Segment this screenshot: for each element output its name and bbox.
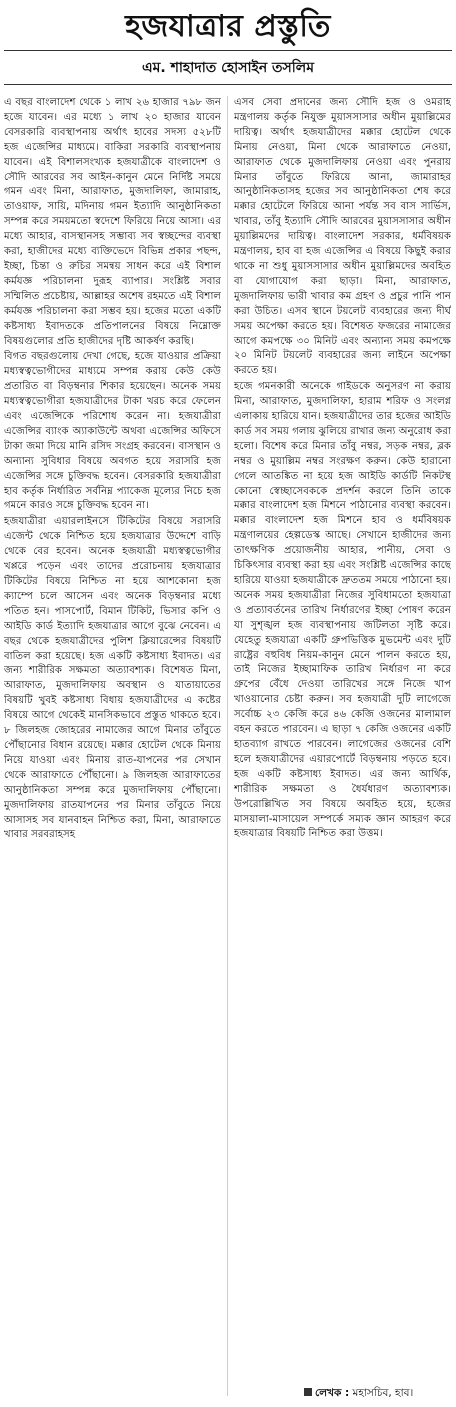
paragraph: হজযাত্রীরা এয়ারলাইনসে টিকিটের বিষয়ে সরাসরি এজেন্ট থেকে নিশ্চিত হয়ে হজযাত্রার উদ্দেশে বাড়ি থেকে বের হবেন। অনেক হজযাত্রী মধ্যস্বত্বভোগীর খপ্পরে পড়েন এবং তাদের প্ররোচনায় হজযাত্রার টিকিটের বিষয়ে নিশ্চিত না হয়ে আশকোনা হজ ক্যাম্পে চলে আসেন এবং অনেক বিড়ম্বনার মধ্যে পতিত হন। পাসপোর্ট, বিমান টিকিট, ভিসার কপি ও আইডি কার্ড ইত্যাদি হজযাত্রার আগে বুঝে নেবেন। এ বছর থেকে হজযাত্রীদের পুলিশ ক্লিয়ারেন্সের বিষয়টি বাতিল করা হয়েছে। হজ একটি কষ্টসাধ্য ইবাদত। এর জন্য শারীরিক সক্ষমতা অত্যাবশ্যক। বিশেষত মিনা, আরাফাত, মুজদালিফায় অবস্থান ও যাতায়াতের বিষয়টি খুবই কষ্টসাধ্য বিধায় হজযাত্রীদের এ কষ্টের বিষয়ে আগে থেকেই মানসিকভাবে প্রস্তুত থাকতে হবে। ৮ জিলহজ জোহরের নামাজের আগে মিনার তাঁবুতে পৌঁছানোর বিধান রয়েছে। মক্কার হোটেল থেকে মিনায় নিয়ে যাওয়া এবং মিনায় রাত-যাপনের পর সেখান থেকে আরাফাতে পৌঁছানো। ৯ জিলহজ আরাফাতের আনুষ্ঠানিকতা সম্পন্ন করে মুজদালিফায় পৌঁছানো। মুজদালিফায় রাতযাপনের পর মিনার তাঁবুতে নিয়ে আসাসহ সব যানবাহন নিশ্চিত করা, মিনা, আরাফাতে খাবার সরবরাহসহ [4,516,221,841]
right-column [234,96,451,1396]
square-bullet-icon [304,1388,312,1396]
author-label: লেখক : [315,1387,350,1399]
headline-rule [4,50,452,51]
byline-rule [4,84,452,85]
article-headline: হজযাত্রার প্রস্তুতি [125,9,331,44]
paragraph: এসব সেবা প্রদানের জন্য সৌদি হজ ও ওমরাহ মন্ত্রণালয় কর্তৃক নিযুক্ত মুয়াসসাসার অধীন মুয়াল্লিমের দায়িত্ব। অর্থাৎ হজযাত্রীদের মক্কার হোটেল থেকে মিনায় নেওয়া, মিনা থেকে আরাফাতে নেওয়া, আরাফাত থেকে মুজদালিফায় নেওয়া এবং পুনরায় মিনার তাঁবুতে ফিরিয়ে আনা, জামারাহর আনুষ্ঠানিকতাসহ হজের সব আনুষ্ঠানিকতা শেষ করে মক্কার হোটেলে ফিরিয়ে আনা পর্যন্ত সব বাস সার্ভিস, খাবার, তাঁবু ইত্যাদি সৌদি আরবের মুয়াসসাসার অধীন মুয়াল্লিমদের দায়িত্ব। বাংলাদেশ সরকার, ধর্মবিষয়ক মন্ত্রণালয়, হাব বা হজ এজেন্সির এ বিষয়ে কিছুই করার থাকে না শুধু মুয়াসসাসার অধীন মুয়াল্লিমদের অবহিত বা যোগাযোগ করা ছাড়া। মিনা, আরাফাত, মুজদালিফায় ভারী খাবার কম গ্রহণ ও প্রচুর পানি পান করা উচিত। এসব স্থানে টয়লেট ব্যবহারের জন্য দীর্ঘ সময় অপেক্ষা করতে হয়। বিশেষত ফজরের নামাজের আগে কমপক্ষে ৩০ মিনিট এবং অন্যান্য সময় কমপক্ষে ২০ মিনিট টয়লেট ব্যবহারের জন্য লাইনে অপেক্ষা করতে হয়। [234,97,451,377]
article-byline: এম. শাহাদাত হোসাইন তসলিম [141,60,315,76]
author-title: মহাসচিব, হাব। [352,1387,414,1399]
column-divider [227,96,228,1396]
paragraph: হজে গমনকারী অনেকে গাইডকে অনুসরণ না করায় মিনা, আরাফাত, মুজদালিফা, হারাম শরিফ ও সংলগ্ন এলাকায় হারিয়ে যান। হজযাত্রীদের তার হজের আইডি কার্ড সব সময় গলায় ঝুলিয়ে রাখার জন্য অনুরোধ করা হলো। বিশেষ করে মিনার তাঁবু নম্বর, সড়ক নম্বর, ব্লক নম্বর ও মুয়াল্লিম নম্বর সংরক্ষণ করুন। কেউ হারানো গেলে আতঙ্কিত না হয়ে হজ আইডি কার্ডটি নিকটস্থ কোনো স্বেচ্ছাসেবককে প্রদর্শন করলে তিনি তাকে মক্কার বাংলাদেশ হজ মিশনে পাঠানোর ব্যবস্থা করবেন। মক্কার বাংলাদেশ হজ মিশনে হাব ও ধর্মবিষয়ক মন্ত্রণালয়ের হেল্পডেস্ক আছে। সেখানে হাজীদের জন্য তাৎক্ষণিক প্রয়োজনীয় আহার, পানীয়, সেবা ও চিকিৎসার ব্যবস্থা করা হয় এবং সংশ্লিষ্ট এজেন্সির কাছে হারিয়ে যাওয়া হজযাত্রীকে দ্রুততম সময়ে পাঠানো হয়। অনেক সময় হজযাত্রীরা নিজের সুবিধামতো হজযাত্রা ও প্রত্যাবর্তনের তারিখ নির্ধারণের ইচ্ছা পোষণ করেন যা সুশৃঙ্খল হজ ব্যবস্থাপনায় জটিলতা সৃষ্টি করে। যেহেতু হজযাত্রা একটি গ্রুপভিত্তিক মুভমেন্ট এবং দুটি রাষ্ট্রের বহুবিধ নিয়ম-কানুন মেনে পালন করতে হয়, তাই নিজের ইচ্ছামাফিক তারিখ নির্ধারণ না করে গ্রুপের বেঁধে দেওয়া তারিখের সঙ্গে নিজে খাপ খাওয়ানোর চেষ্টা করুন। সব হজযাত্রী দুটি লাগেজে সর্বোচ্চ ২৩ কেজি করে ৪৬ কেজি ওজনের মালামাল বহন করতে পারবেন। এ ছাড়া ৭ কেজি ওজনের একটি হাতব্যাগ রাখতে পারবেন। লাগেজের ওজনের বেশি হলে হজযাত্রীদের এয়ারপোর্টে বিড়ম্বনায় পড়তে হবে। হজ একটি কষ্টসাধ্য ইবাদত। এর জন্য আর্থিক, শারীরিক সক্ষমতা ও ধৈর্যধারণ অত্যাবশ্যক। উপরোল্লিখিত সব বিষয়ে অবহিত হয়ে, হজের মাসয়ালা-মাসায়েল সম্পর্কে সম্যক জ্ঞান আহরণ করে হজযাত্রার বিষয়টি নিশ্চিত করা উত্তম। [234,381,451,840]
left-column [4,96,221,1396]
author-note [304,1386,413,1400]
paragraph: এ বছর বাংলাদেশ থেকে ১ লাখ ২৬ হাজার ৭৯৮ জন হজে যাবেন। এর মধ্যে ১ লাখ ২০ হাজার যাবেন বেসরকারি ব্যবস্থাপনায় অর্থাৎ হাবের সদস্য ৫২৮টি হজ এজেন্সির মাধ্যমে। বাকিরা সরকারি ব্যবস্থাপনায় যাবেন। এই বিশালসংখ্যক হজযাত্রীকে বাংলাদেশ ও সৌদি আরবের সব আইন-কানুন মেনে নির্দিষ্ট সময়ে গমন এবং মিনা, আরাফাত, মুজদালিফা, জামারাহ, তাওয়াফ, সায়ি, মদিনায় গমন ইত্যাদি আনুষ্ঠানিকতা সম্পন্ন করে সময়মতো স্বদেশে ফিরিয়ে নিয়ে আসা। এর মধ্যে আহার, বাসস্থানসহ সম্ভাব্য সব স্বচ্ছন্দের ব্যবস্থা করা, হাজীদের মধ্যে ব্যক্তিভেদে বিভিন্ন প্রকার পছন্দ, ইচ্ছা, চিন্তা ও রুচির সমন্বয় সাধন করে এই বিশাল কর্মযজ্ঞ পরিচালনা দুরূহ ব্যাপার। সংশ্লিষ্ট সবার সম্মিলিত প্রচেষ্টায়, আল্লাহর অশেষ রহমতে এই বিশাল কর্মযজ্ঞ পরিচালনা করা সম্ভব হয়। হজের মতো একটি কষ্টসাধ্য ইবাদতকে প্রতিপালনের বিষয়ে নিম্নোক্ত বিষয়গুলোর প্রতি হাজীদের দৃষ্টি আকর্ষণ করছি। [4,97,221,347]
paragraph: বিগত বছরগুলোয় দেখা গেছে, হজে যাওয়ার প্রক্রিয়া মধ্যস্বত্বভোগীদের মাধ্যমে সম্পন্ন করায় কেউ কেউ প্রতারিত বা বিড়ম্বনার শিকার হয়েছেন। অনেক সময় মধ্যস্বত্বভোগীরা হজযাত্রীদের টাকা খরচ করে ফেলেন এবং এজেন্সিকে পরিশোধ করেন না। হজযাত্রীরা এজেন্সির ব্যাংক অ্যাকাউন্টে অথবা এজেন্সির অফিসে টাকা জমা দিয়ে মানি রসিদ সংগ্রহ করবেন। বাসস্থান ও অন্যান্য সুবিধার বিষয়ে অবগত হয়ে সরাসরি হজ এজেন্সির সঙ্গে চুক্তিবদ্ধ হবেন। বেসরকারি হজযাত্রীরা হাব কর্তৃক নির্ধারিত সর্বনিম্ন প্যাকেজ মূল্যের নিচে হজ গমনে কারও সঙ্গে চুক্তিবদ্ধ হবেন না। [4,351,221,512]
